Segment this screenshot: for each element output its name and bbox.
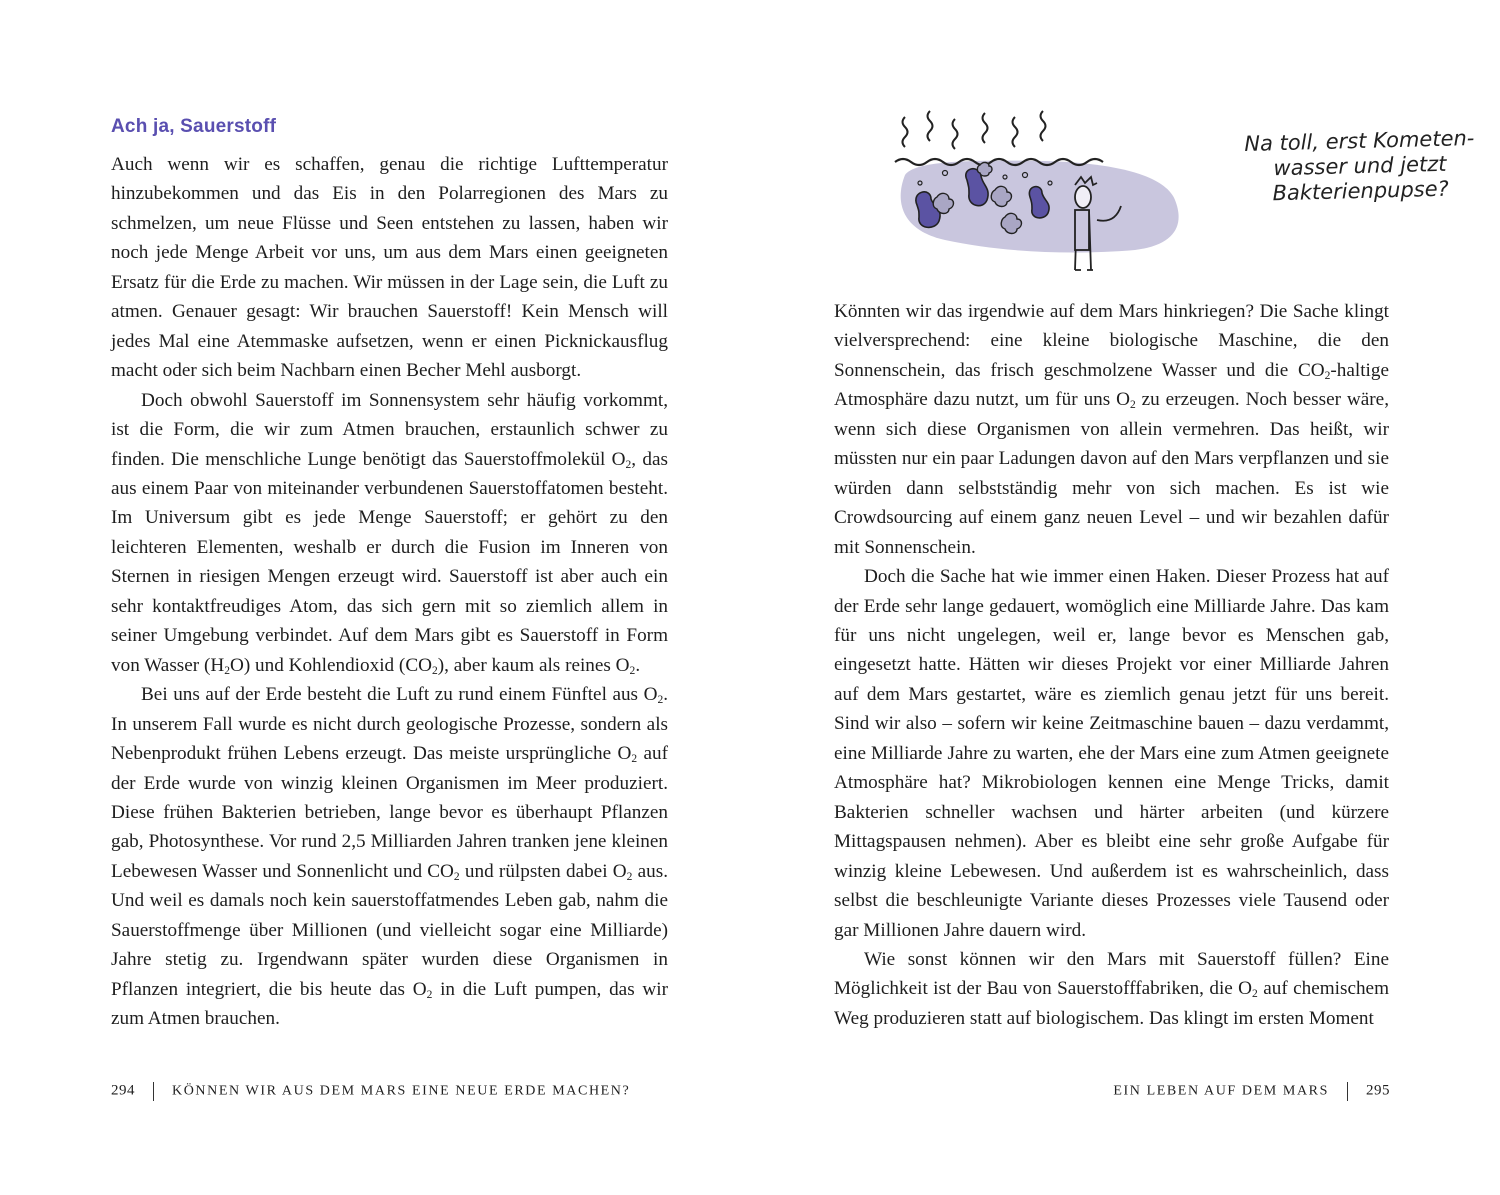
- footer-divider: [1347, 1082, 1348, 1101]
- text-run: .: [635, 654, 641, 676]
- subscript: 2: [1324, 369, 1331, 382]
- text-run: in die Luft pumpen, das wir zum Atmen brauchen.: [111, 978, 668, 1030]
- text-run: O) und Kohlendioxid (CO: [229, 654, 432, 676]
- text-run: . In unserem Fall wurde es nicht durch geologische Prozesse, sondern als Nebenprodukt frühen Lebens erzeugt. Das meiste ursprüngliche O: [111, 684, 668, 765]
- paragraph: [111, 386, 668, 681]
- paragraph: [834, 945, 1389, 1033]
- text-run: Doch die Sache hat wie immer einen Haken. Dieser Prozess hat auf der Erde sehr lange gedauert, womöglich eine Milliarde Jahre. Das kam für uns nicht ungelegen, weil er, lange bevor es Menschen gab, eingesetzt hatte. Hätten wir dieses Projekt vor einer Milliarde Jahren auf dem Mars gestartet, wäre es ziemlich genau jetzt für uns bereit. Sind wir also – sofern wir keine Zeitmaschine bauen – dazu verdammt, eine Milliarde Jahre zu warten, ehe der Mars eine zum Atmen geeignete Atmosphäre hat? Mikrobiologen kennen eine Menge Tricks, damit Bakterien schneller wachsen und härter arbeiten (und kürzere Mittagspausen nehmen). Aber es bleibt eine sehr große Aufgabe für winzig kleine Lebewesen. Und außerdem ist es wahrscheinlich, dass selbst die beschleunigte Variante dieses Prozesses viele Tausend oder gar Millionen Jahre dauern wird.: [834, 566, 1389, 941]
- text-run: auf chemischem Weg produzieren statt auf biologischem. Das klingt im ersten Moment: [834, 978, 1389, 1029]
- subscript: 2: [1129, 399, 1136, 412]
- text-run: -haltige Atmosphäre dazu nutzt, um für uns O: [834, 359, 1389, 411]
- left-footer: [111, 1082, 630, 1101]
- subscript: 2: [453, 870, 460, 883]
- subscript: 2: [426, 988, 433, 1001]
- left-body-text: [111, 150, 668, 1034]
- subscript: 2: [657, 694, 664, 707]
- text-run: Bei uns auf der Erde besteht die Luft zu rund einem Fünftel aus O: [141, 684, 658, 706]
- speech-bubble-text: [1234, 126, 1486, 208]
- speech-line: wasser und jetzt: [1273, 151, 1447, 181]
- running-head: EIN LEBEN AUF DEM MARS: [1113, 1083, 1329, 1099]
- cartoon-illustration: [875, 105, 1475, 280]
- subscript: 2: [629, 664, 636, 677]
- subscript: 2: [1252, 988, 1258, 1001]
- subscript: 2: [625, 458, 632, 471]
- running-head: KÖNNEN WIR AUS DEM MARS EINE NEUE ERDE MACHEN?: [172, 1083, 631, 1099]
- subscript: 2: [626, 870, 633, 883]
- paragraph: [111, 680, 668, 1033]
- text-run: aus. Und weil es damals noch kein sauerstoffatmendes Leben gab, nahm die Sauerstoffmenge über Millionen (und vielleicht sogar eine Milliarde) Jahre stetig zu. Irgendwann später wurden diese Organismen in Pflanzen integriert, die bis heute das O: [111, 860, 668, 1000]
- text-run: Auch wenn wir es schaffen, genau die richtige Lufttemperatur hinzubekommen und das Eis in den Polarregionen des Mars zu schmelzen, um neue Flüsse und Seen entstehen zu lassen, haben wir noch jede Menge Arbeit vor uns, um aus dem Mars einen geeigneten Ersatz für die Erde zu machen. Wir müssen in der Lage sein, die Luft zu atmen. Genauer gesagt: Wir brauchen Sauerstoff! Kein Mensch will jedes Mal eine Atemmaske aufsetzen, wenn er einen Picknickausflug macht oder sich beim Nachbarn einen Becher Mehl ausborgt.: [111, 154, 668, 382]
- speech-line: Na toll, erst Kometen-: [1244, 126, 1475, 157]
- footer-divider: [153, 1082, 154, 1101]
- right-footer: [1113, 1082, 1390, 1101]
- paragraph: [834, 562, 1389, 945]
- text-run: Doch obwohl Sauerstoff im Sonnensystem sehr häufig vorkommt, ist die Form, die wir zum Atmen brauchen, erstaunlich schwer zu finden. Die menschliche Lunge benötigt das Sauerstoffmolekül O: [111, 389, 668, 470]
- page-number: 295: [1366, 1082, 1390, 1099]
- subscript: 2: [631, 752, 638, 765]
- subscript: 2: [224, 664, 230, 677]
- section-heading: Ach ja, Sauerstoff: [111, 116, 277, 137]
- text-run: zu erzeugen. Noch besser wäre, wenn sich diese Organismen von allein vermehren. Das heißt, wir müssten nur ein paar Ladungen davon auf den Mars verpflanzen und sie würden dann selbstständig mehr von sich machen. Es ist wie Crowdsourcing auf einem ganz neuen Level – und wir bezahlen dafür mit Sonnenschein.: [834, 389, 1389, 558]
- steam-lines: [903, 111, 1046, 149]
- text-run: Wie sonst können wir den Mars mit Sauerstoff füllen? Eine Möglichkeit ist der Bau von Sauerstofffabriken, die O: [834, 948, 1389, 1000]
- paragraph: [111, 150, 668, 386]
- page-number: 294: [111, 1082, 135, 1099]
- right-body-text: [834, 297, 1389, 1033]
- text-run: , das aus einem Paar von miteinander verbundenen Sauerstoffatomen besteht. Im Universum gibt es jede Menge Sauerstoff; er gehört zu den leichteren Elementen, weshalb er durch die Fusion im Inneren von Sternen in riesigen Mengen erzeugt wird. Sauerstoff ist aber auch ein sehr kontaktfreudiges Atom, das sich gern mit so ziemlich allem in seiner Umgebung verbindet. Auf dem Mars gibt es Sauerstoff in Form von Wasser (H: [111, 448, 668, 676]
- right-page: [750, 0, 1500, 1195]
- subscript: 2: [431, 664, 438, 677]
- text-run: ), aber kaum als reines O: [437, 654, 630, 676]
- text-run: auf der Erde wurde von winzig kleinen Organismen im Meer produziert. Diese frühen Bakterien betrieben, lange bevor es überhaupt Pflanzen gab, Photosynthese. Vor rund 2,5 Milliarden Jahren tranken jene kleinen Lebewesen Wasser und Sonnenlicht und CO: [111, 743, 669, 882]
- text-run: Könnten wir das irgendwie auf dem Mars hinkriegen? Die Sache klingt vielversprechend: eine kleine biologische Maschine, die den Sonnenschein, das frisch geschmolzene Wasser und die CO: [834, 301, 1389, 381]
- text-run: und rülpsten dabei O: [459, 860, 627, 882]
- paragraph: [834, 297, 1389, 562]
- speech-line: Bakterienpupse?: [1272, 176, 1450, 206]
